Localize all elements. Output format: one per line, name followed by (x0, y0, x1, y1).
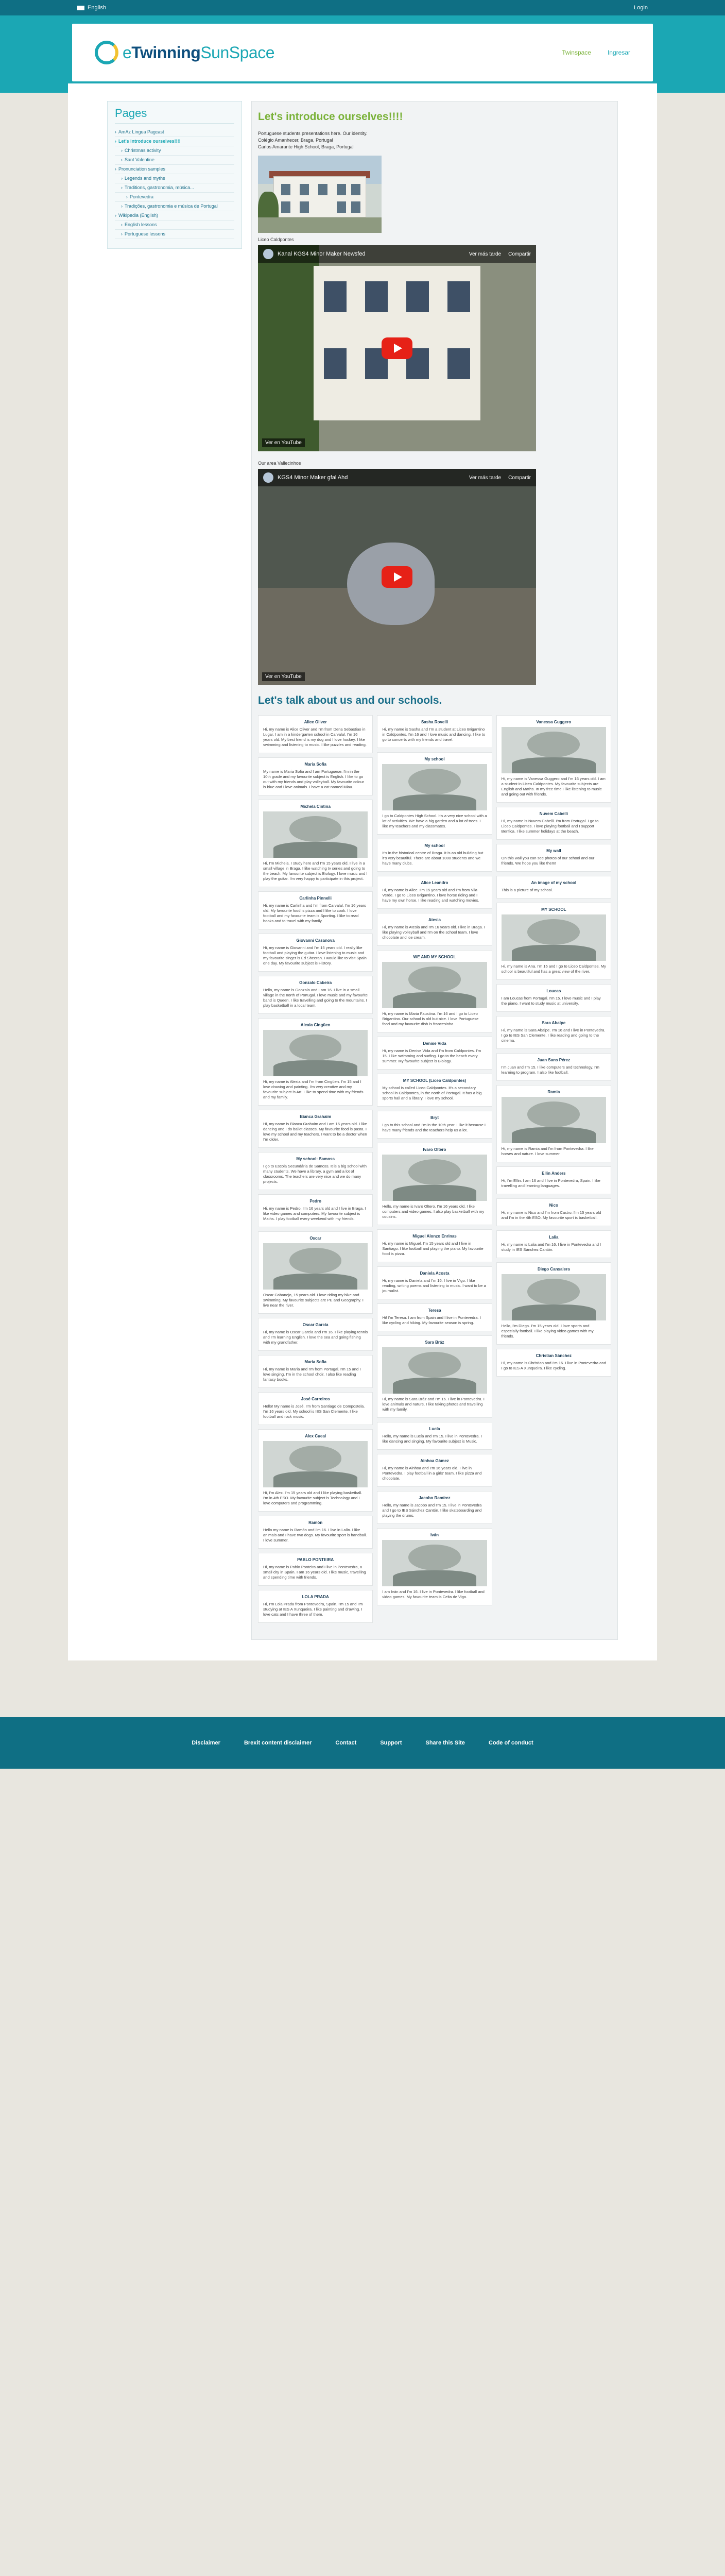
language-label: English (88, 5, 107, 11)
chevron-right-icon: › (121, 204, 123, 209)
logo-icon (95, 41, 118, 64)
student-post (496, 807, 611, 840)
student-post (496, 1085, 611, 1162)
post-column (377, 715, 492, 1609)
post-author: Ramia (547, 1090, 560, 1094)
student-post (258, 715, 373, 753)
post-photo (263, 1441, 368, 1487)
watch-later-button[interactable]: Ver más tarde (469, 251, 502, 257)
post-author: Alice Oliver (304, 720, 327, 724)
student-post (377, 1037, 492, 1070)
post-text: Hi, my name is Christian and I'm 16. I live in Pontevedra and I go to IES A Xunqueira. I like cycling. (501, 1361, 606, 1370)
post-author: MY SCHOOL (Liceo Caldpontes) (403, 1078, 467, 1083)
student-post (377, 1303, 492, 1331)
post-photo (382, 1540, 487, 1586)
post-photo (502, 1097, 606, 1143)
footer-link-support[interactable]: Support (380, 1740, 402, 1746)
sidebar-item-label: Portuguese lessons (125, 231, 166, 236)
chevron-right-icon: › (115, 166, 116, 172)
post-author: Nico (549, 1203, 558, 1208)
post-text: Hi, my name is Denise Vida and I'm from Caldpontes. I'm 15. I like swimming and surfing. I go to the beach every summer. My favourite subject is Biology. (382, 1048, 481, 1063)
post-author: Iván (430, 1533, 439, 1537)
post-photo (382, 962, 487, 1008)
post-author: MY SCHOOL (541, 907, 566, 912)
sidebar-item-label: Legends and myths (125, 176, 165, 181)
sidebar-item-label: Pronunciation samples (118, 166, 166, 172)
post-text: Hi, my name is Sara Abalpe. I'm 16 and I live in Pontevedra. I go to IES San Clemente. I like reading and going to the cinema. (501, 1028, 606, 1043)
flag-icon (77, 6, 84, 10)
school-caption: Liceo Caldpontes (258, 237, 294, 242)
header-band (0, 15, 725, 93)
post-text: Hi, my name is Daniela and I'm 16. I live in Vigo. I like reading, writing poems and listening to music. I want to be a journalist. (382, 1278, 486, 1293)
login-link[interactable]: Login (634, 5, 648, 11)
post-author: Ramón (308, 1520, 323, 1525)
post-photo (263, 1243, 368, 1290)
post-text: My school is called Liceo Caldpontes. It's a secondary school in Caldpontes, in the north of Portugal. It has a big sports hall and a library. I love my school. (382, 1086, 482, 1100)
student-post (258, 1392, 373, 1425)
post-photo (382, 1155, 487, 1201)
etwinning-logo[interactable] (95, 41, 274, 64)
post-author: Vanessa Guggero (536, 720, 572, 724)
header-card (72, 24, 653, 81)
post-text: Hi, my name is Carlinha and I'm from Carvalal. I'm 16 years old. My favourite food is pizza and I like to cook. I love football and my favourite team is Sporting. I like to read books and to travel with my family. (263, 903, 366, 923)
area-caption: Our area Vallecinhos (258, 461, 301, 466)
post-text: I am Loucas from Portugal. I'm 15. I love music and I play the piano. I want to study music at university. (501, 996, 601, 1006)
header-links (562, 49, 630, 56)
student-post (496, 1230, 611, 1258)
student-post (496, 844, 611, 872)
chevron-right-icon: › (121, 185, 123, 190)
student-post (377, 1111, 492, 1139)
post-text: Hi, my name is Lalia and I'm 16. I live in Pontevedra and I study in IES Sánchez Cantón. (501, 1242, 601, 1252)
student-post (258, 1194, 373, 1227)
student-post (496, 715, 611, 803)
post-author: Lalia (549, 1235, 559, 1240)
pages-menu (107, 101, 242, 249)
post-text: Hi, I'm Alex. I'm 15 years old and I like playing basketball. I'm in 4th ESO. My favourite subject is Technology and I love computers and programming. (263, 1490, 362, 1505)
chevron-right-icon: › (121, 222, 123, 227)
chevron-right-icon: › (121, 157, 123, 162)
channel-avatar (263, 472, 273, 483)
post-text: Hi, I'm Lola Prada from Pontevedra, Spain. I'm 15 and I'm studying at IES A Xunqueira. I like painting and drawing. I love cats and I have three of them. (263, 1602, 363, 1617)
post-text: Hi, my name is Maria Faustina. I'm 16 and I go to Liceo Brigantino. Our school is old but nice. I love Portuguese food and my favourite dish is francesinha. (382, 1011, 479, 1026)
student-post (258, 1110, 373, 1148)
post-text: Hi, my name is Alice Oliver and I'm from Dena Sebastiao in Lugar. I am in a kindergarten school in Carvalal. I'm 16 years old. My best friend is my dog and I love hockey. I like swimming and listening to music. I like puzzles and reading. (263, 727, 367, 747)
post-photo (502, 1274, 606, 1320)
student-post (377, 715, 492, 748)
post-author: Sara Bráz (425, 1340, 444, 1345)
student-post (258, 1152, 373, 1190)
post-text: Hello, my name is Jacobo and I'm 15. I live in Pontevedra and I go to IES Sánchez Cantón. I like skateboarding and playing the drums. (382, 1503, 482, 1518)
post-text: I go to Caldpontes High School. It's a very nice school with a lot of activities. We have a big garden and a lot of trees. I like my teachers and my classmates. (382, 814, 487, 828)
post-author: Bryt (430, 1115, 439, 1120)
post-author: José Carreiros (301, 1397, 330, 1401)
post-text: Hi, my name is Miguel. I'm 15 years old and I live in Santiago. I like football and playing the piano. My favourite food is pizza. (382, 1241, 484, 1256)
student-post (258, 1429, 373, 1512)
student-post (258, 1318, 373, 1351)
student-post (377, 1454, 492, 1487)
post-author: Pedro (309, 1199, 321, 1204)
intro-line: Carlos Amarante High School, Braga, Portugal (258, 144, 354, 149)
post-author: Maria Sofia (304, 1360, 326, 1364)
post-author: My wall (546, 849, 561, 853)
post-text: Hello my name is Ramón and I'm 16. I live in Lalín. I like animals and I have two dogs. My favourite sport is handball. I love summer. (263, 1528, 367, 1543)
post-author: Alice Leandro (421, 880, 448, 885)
student-post (496, 876, 611, 899)
post-text: Oscar Cabanejo, 15 years old. I love riding my bike and swimming. My favourite subjects are PE and Geography. I live near the river. (263, 1293, 364, 1308)
footer-link-contact[interactable]: Contact (335, 1740, 357, 1746)
student-post (496, 1016, 611, 1049)
post-author: An image of my school (531, 880, 577, 885)
student-post (258, 1590, 373, 1623)
post-photo (263, 1030, 368, 1076)
page-shell (68, 83, 657, 1660)
post-text: I go to this school and I'm in the 10th year. I like it because I have many friends and the teachers help us a lot. (382, 1123, 486, 1132)
post-author: WE AND MY SCHOOL (413, 955, 456, 959)
chevron-right-icon: › (115, 139, 116, 144)
student-post (258, 934, 373, 972)
post-author: Teresa (428, 1308, 441, 1313)
watch-later-button[interactable]: Ver más tarde (469, 474, 502, 481)
youtube-link[interactable]: Ver en YouTube (262, 672, 305, 681)
post-author: Jacobo Ramírez (419, 1496, 451, 1500)
post-author: PABLO PONTEIRA (297, 1557, 334, 1562)
sidebar-item-label: AmAz Lingua Pagcast (118, 129, 164, 134)
post-photo (263, 811, 368, 858)
post-text: Hello, my name is Lucía and I'm 15. I live in Pontevedra. I like dancing and singing. My favourite subject is Music. (382, 1434, 482, 1444)
footer-link-disclaimer[interactable]: Disclaimer (192, 1740, 220, 1746)
sidebar-item-label: Sant Valentine (125, 157, 154, 162)
pages-title: Pages (115, 107, 234, 124)
sidebar-item[interactable] (115, 230, 234, 239)
chevron-right-icon: › (121, 148, 123, 153)
sidebar-item-label: Pontevedra (130, 194, 154, 199)
post-author: My school (424, 843, 445, 848)
post-photo (382, 1347, 487, 1394)
footer (0, 1717, 725, 1769)
student-post (377, 1335, 492, 1418)
post-author: Christian Sánchez (536, 1353, 572, 1358)
student-post (377, 1229, 492, 1262)
twinspace-link[interactable]: Twinspace (562, 49, 591, 56)
share-button[interactable]: Compartir (508, 251, 531, 257)
post-text: Hi, my name is Alice. I'm 15 years old and I'm from Vila Verde. I go to Liceo Brigantino. I love horse riding and I have my own horse. I like reading and watching movies. (382, 888, 479, 903)
post-text: Hi, my name is Ainhoa and I'm 16 years old. I live in Pontevedra. I play football in a girls' team. I like pizza and chocolate. (382, 1466, 482, 1481)
main-content (251, 101, 618, 1640)
share-button[interactable]: Compartir (508, 474, 531, 481)
post-author: Giovanni Casanova (296, 938, 335, 943)
post-text: I am Iván and I'm 16. I live in Pontevedra. I like football and video games. My favourite team is Celta de Vigo. (382, 1589, 485, 1599)
post-author: Loucas (546, 989, 561, 993)
post-author: Lucía (429, 1427, 440, 1431)
student-post (258, 1355, 373, 1388)
post-author: Alexia Cingüen (300, 1023, 331, 1027)
post-author: Maria Sofia (304, 762, 326, 767)
chevron-right-icon: › (115, 213, 116, 218)
student-post (377, 913, 492, 946)
post-text: Hello! My name is José. I'm from Santiago de Compostela. I'm 16 years old. My school is IES San Clemente. I like football and rock music. (263, 1404, 365, 1419)
post-text: Hi, my name is Nico and I'm from Castro. I'm 15 years old and I'm in the 4th ESO. My favourite sport is basketball. (501, 1210, 601, 1220)
student-posts (258, 715, 611, 1627)
sidebar-item-label: Let's introduce ourselves!!!! (118, 139, 181, 144)
video-embed-1[interactable] (258, 245, 536, 451)
post-text: Hi, my name is Bianca Grahaim and I am 15 years old. I like dancing and I do ballet classes. My favourite food is pasta. I love my school and my teachers. I want to be a doctor when I'm older. (263, 1122, 367, 1142)
student-post (496, 1262, 611, 1345)
post-author: Ivaro Oltero (423, 1147, 446, 1152)
post-author: Nuvem Cabelli (539, 811, 568, 816)
student-post (258, 976, 373, 1014)
post-text: This is a picture of my school. (501, 888, 553, 892)
student-post (377, 1266, 492, 1299)
student-post (496, 1198, 611, 1226)
post-author: Oscar (309, 1236, 321, 1241)
sidebar-item-label: Traditions, gastronomia, música... (125, 185, 194, 190)
post-text: Hi, my name is Alexia and I'm from Cingüen. I'm 15 and I love drawing and painting. I'm very creative and my favourite subject is Art. I like to spend time with my friends and my family. (263, 1079, 364, 1099)
channel-avatar (263, 249, 273, 259)
logo-text: eTwinningSunSpace (123, 43, 274, 62)
sidebar-item[interactable] (115, 183, 234, 193)
post-photo (502, 727, 606, 773)
post-photo (502, 914, 606, 961)
post-author: Miguel Alonzo Enrinas (412, 1234, 457, 1239)
student-post (258, 757, 373, 795)
student-post (496, 903, 611, 980)
chevron-right-icon: › (121, 176, 123, 181)
post-text: Hi, my name is Ramia and I'm from Pontevedra. I like horses and nature. I love summer. (501, 1146, 594, 1156)
footer-link-conduct[interactable]: Code of conduct (488, 1740, 533, 1746)
student-post (496, 1053, 611, 1081)
sidebar-item-label: English lessons (125, 222, 157, 227)
sidebar-item[interactable] (115, 202, 234, 211)
sidebar-item[interactable] (115, 211, 234, 221)
intro-line: Colégio Amanhecer, Braga, Portugal (258, 138, 333, 143)
sidebar-item-label: Christmas activity (125, 148, 161, 153)
page-title: Let's introduce ourselves!!!! (258, 111, 403, 123)
sidebar-item[interactable] (115, 128, 234, 137)
post-text: Hi, my name is Pablo Ponteira and I live in Pontevedra, a small city in Spain. I am 16 years old. I like music, travelling and spending time with friends. (263, 1565, 366, 1580)
video-title[interactable]: Kanal KGS4 Minor Maker Newsfed (278, 251, 366, 257)
content-card (251, 101, 618, 1640)
student-post (258, 891, 373, 929)
school-photo (258, 156, 382, 233)
post-author: Denise Vida (423, 1041, 446, 1046)
post-text: Hello, I'm Diego. I'm 15 years old. I love sports and especially football. I like playing video games with my friends. (501, 1324, 594, 1338)
post-text: Hi! I'm Teresa. I am from Spain and I live in Pontevedra. I like cycling and hiking. My favourite season is spring. (382, 1315, 481, 1325)
student-post (377, 1143, 492, 1225)
sidebar-item[interactable] (115, 146, 234, 156)
video-title[interactable]: KGS4 Minor Maker gfal Ahd (278, 474, 348, 481)
sidebar-item[interactable] (115, 174, 234, 183)
post-text: On this wall you can see photos of our school and our friends. We hope you like them! (501, 856, 595, 866)
post-text: Hello, my name is Gonzalo and I am 16. I live in a small village in the north of Portugal. I love music and my favourite band is Queen. I like travelling and going to the mountains. I play basketball in a local team. (263, 988, 368, 1008)
student-post (377, 1528, 492, 1605)
post-text: Hi, I'm Michela. I study here and I'm 15 years old. I live in a small village in Braga. I like watching tv series and going to the beach. My favourite subject is Biology. I love music and I play the guitar. I'm very happy to participate in this project. (263, 861, 368, 881)
post-author: Ainhoa Gámez (420, 1459, 449, 1463)
student-post (377, 752, 492, 835)
post-column (496, 715, 611, 1381)
student-post (496, 1349, 611, 1377)
post-author: My school: Samoss (296, 1157, 335, 1161)
post-author: Michela Cintina (300, 804, 331, 809)
play-icon[interactable] (382, 337, 412, 359)
post-author: Bianca Grahaim (300, 1114, 332, 1119)
post-author: Sara Abalpe (542, 1021, 566, 1025)
sidebar (107, 101, 242, 1640)
chevron-right-icon: › (121, 231, 123, 236)
post-author: Daniela Acosta (420, 1271, 450, 1276)
student-post (258, 1516, 373, 1549)
sidebar-item[interactable] (115, 193, 234, 202)
play-icon[interactable] (382, 566, 412, 588)
post-text: Hi, my name is Maria and I'm from Portugal. I'm 15 and I love singing. I'm in the school choir. I also like reading fantasy books. (263, 1367, 361, 1382)
post-author: Ellin Anders (542, 1171, 566, 1176)
section-title: Let's talk about us and our schools. (258, 694, 442, 706)
post-author: LOLA PRADA (302, 1595, 329, 1599)
student-post (377, 1422, 492, 1450)
student-post (377, 876, 492, 909)
post-photo (382, 764, 487, 810)
post-author: Gonzalo Cabeira (299, 980, 332, 985)
post-text: Hi, my name is Giovanni and I'm 15 years old. I really like football and playing the guitar. I love listening to music and my favourite singer is Ed Sheeran. I would like to visit Spain one day. My favourite subject is History. (263, 945, 367, 965)
post-text: Hi, my name is Sara Bráz and I'm 16. I live in Pontevedra. I love animals and nature. I like taking photos and travelling with my family. (382, 1397, 485, 1412)
post-author: Carlinha Pinnelli (299, 896, 332, 901)
post-author: Diego Cansalera (537, 1267, 570, 1272)
footer-link-brexit[interactable]: Brexit content disclaimer (244, 1740, 312, 1746)
post-text: Hi, I'm Ellin. I am 16 and I live in Pontevedra, Spain. I like travelling and learning languages. (501, 1178, 600, 1188)
youtube-link[interactable]: Ver en YouTube (262, 438, 305, 447)
post-text: Hi, my name is Ana. I'm 16 and I go to Liceo Caldpontes. My school is beautiful and has a great view of the river. (501, 964, 606, 974)
ingresar-link[interactable]: Ingresar (607, 49, 630, 56)
sidebar-item-label: Tradições, gastronomia e música de Portugal (125, 204, 218, 209)
post-text: I'm Juan and I'm 15. I like computers and technology. I'm learning to program. I also like football. (501, 1065, 600, 1075)
post-text: Hi, my name is Pedro. I'm 16 years old and I live in Braga. I like video games and computers. My favourite subject is Maths. I play football every weekend with my friends. (263, 1206, 366, 1221)
post-author: Juan Sans Pérez (537, 1058, 571, 1062)
chevron-right-icon: › (115, 129, 116, 134)
sidebar-item[interactable] (115, 221, 234, 230)
student-post (377, 1074, 492, 1107)
student-post (496, 984, 611, 1012)
post-text: Hi, my name is Nuvem Cabelli. I'm from Portugal. I go to Liceo Caldpontes. I love playing football and I support Benfica. I like summer holidays at the beach. (501, 819, 599, 834)
post-text: Hi, my name is Oscar García and I'm 16. I like playing tennis and I'm learning English. I love the sea and going fishing with my grandfather. (263, 1330, 368, 1345)
post-author: Alex Cueal (305, 1434, 326, 1438)
student-post (258, 1018, 373, 1106)
post-text: My name is Maria Sofia and I am Portuguese. I'm in the 10th grade and my favourite subject is English. I like to go out with my friends and play volleyball. My favourite colour is blue and I love animals. I have a cat named Miau. (263, 769, 364, 789)
chevron-right-icon: › (126, 194, 128, 199)
student-post (258, 800, 373, 887)
student-post (258, 1553, 373, 1586)
post-column (258, 715, 373, 1627)
post-text: Hi, my name is Vanessa Guggero and I'm 16 years old. I am a student in Liceo Caldpontes. My favourite subjects are English and Maths. In my free time I like listening to music and going out with friends. (501, 776, 606, 796)
video-embed-2[interactable] (258, 469, 536, 685)
student-post (377, 950, 492, 1032)
post-text: Hello, my name is Ivaro Oltero. I'm 16 years old. I like computers and video games. I also play basketball with my cousins. (382, 1204, 485, 1219)
sidebar-item-label: Wikipedia (English) (118, 213, 159, 218)
language-selector[interactable] (77, 5, 106, 11)
student-post (258, 1231, 373, 1314)
post-author: Oscar García (302, 1323, 329, 1327)
student-post (377, 839, 492, 872)
post-text: Hi, my name is Sasha and I'm a student at Liceo Brigantino in Caldpontes. I'm 16 and I love music and dancing. I like to go to concerts with my friends and travel. (382, 727, 486, 742)
student-post (377, 1491, 492, 1524)
post-text: I go to Escola Secundária de Samoss. It is a big school with many students. We have a library, a gym and a lot of classrooms. The teachers are very nice and we do many projects. (263, 1164, 367, 1184)
post-text: Hi, my name is Atesia and I'm 16 years old. I live in Braga. I like playing volleyball and I'm on the school team. I love chocolate and ice cream. (382, 925, 486, 940)
post-author: Atesia (428, 918, 441, 922)
top-strip (0, 0, 725, 15)
footer-link-share[interactable]: Share this Site (425, 1740, 465, 1746)
post-author: Sasha Rovelli (421, 720, 448, 724)
post-author: My school (424, 757, 445, 761)
sidebar-item[interactable] (115, 165, 234, 174)
sidebar-item[interactable] (115, 137, 234, 146)
student-post (496, 1166, 611, 1194)
pages-list (115, 128, 234, 239)
sidebar-item[interactable] (115, 156, 234, 165)
post-text: It's in the historical centre of Braga. It is an old building but it's very beautiful. There are about 1000 students and we have many clubs. (382, 851, 484, 866)
intro-line: Portuguese students presentations here. Our identity. (258, 131, 368, 136)
